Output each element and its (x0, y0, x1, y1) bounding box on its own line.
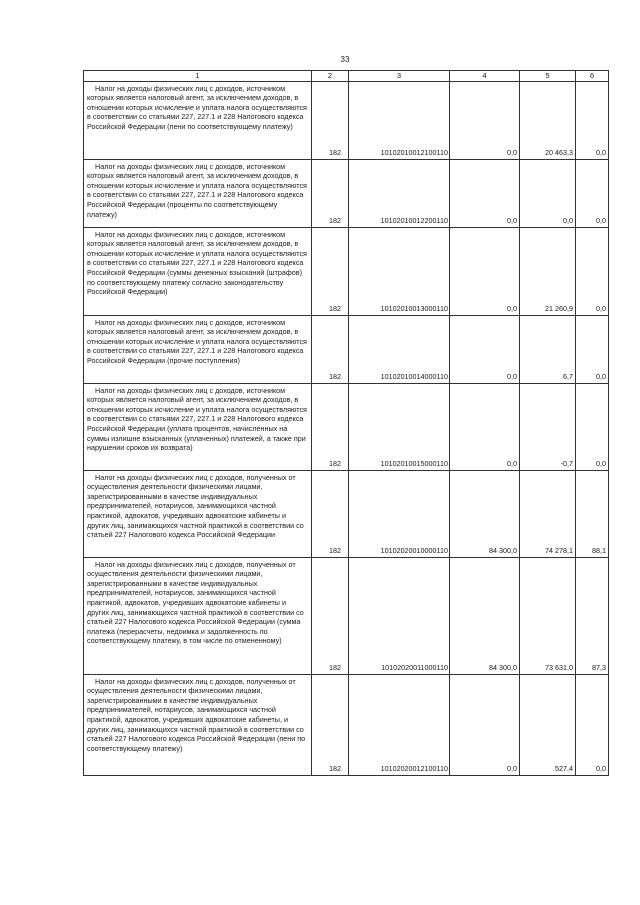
admin-code-cell: 182 (312, 81, 349, 159)
plan-cell: 0,0 (450, 159, 520, 227)
budget-code-cell: 10102020011000110 (349, 557, 450, 674)
actual-cell: 6,7 (520, 315, 576, 383)
table-row (84, 557, 609, 674)
percent-cell: 0,0 (576, 674, 609, 775)
admin-code-cell: 182 (312, 470, 349, 557)
page-number: 33 (340, 55, 350, 64)
table-row (84, 159, 609, 227)
admin-code-cell: 182 (312, 383, 349, 470)
table-row (84, 383, 609, 470)
actual-cell: 20 463,3 (520, 81, 576, 159)
plan-cell: 84 300,0 (450, 557, 520, 674)
column-header: 2 (312, 71, 349, 82)
percent-cell: 0,0 (576, 315, 609, 383)
revenue-table (83, 70, 609, 776)
table-row (84, 470, 609, 557)
table-row (84, 81, 609, 159)
percent-cell: 0,0 (576, 227, 609, 315)
budget-code-cell: 10102010014000110 (349, 315, 450, 383)
plan-cell: 0,0 (450, 227, 520, 315)
percent-cell: 87,3 (576, 557, 609, 674)
budget-code-cell: 10102010012100110 (349, 81, 450, 159)
description-cell: Налог на доходы физических лиц с доходов, полученных от осуществления деятельности физическими лицами, зарегистрированными в качестве индивидуальных предпринимателей, нотариусов, занимающихся частной практикой, адвокатов, учредивших адвокатские кабинеты, и других лиц, занимающихся частной практикой в соответствии со статьей 227 Налогового кодекса Российской Федерации (пени по соответствующему платежу) (84, 674, 312, 775)
table-header-row (84, 71, 609, 82)
percent-cell: 88,1 (576, 470, 609, 557)
description-cell: Налог на доходы физических лиц с доходов, источником которых является налоговый агент, за исключением доходов, в отношении которых исчисление и уплата налога осуществляются в соответствии со статьями 227, 227.1 и 228 Налогового кодекса Российской Федерации (суммы денежных взысканий (штрафов) по соответствующему платежу согласно законодательству Российской Федерации) (84, 227, 312, 315)
description-cell: Налог на доходы физических лиц с доходов, источником которых является налоговый агент, за исключением доходов, в отношении которых исчисление и уплата налога осуществляются в соответствии со статьями 227, 227.1 и 228 Налогового кодекса Российской Федерации (уплата процентов, начисленных на суммы излишне взысканных (уплаченных) платежей, а также при нарушении сроков их возврата) (84, 383, 312, 470)
table-row (84, 227, 609, 315)
actual-cell: -0,7 (520, 383, 576, 470)
column-header: 3 (349, 71, 450, 82)
admin-code-cell: 182 (312, 674, 349, 775)
budget-code-cell: 10102010013000110 (349, 227, 450, 315)
budget-code-cell: 10102020010000110 (349, 470, 450, 557)
description-cell: Налог на доходы физических лиц с доходов, источником которых является налоговый агент, за исключением доходов, в отношении которых исчисление и уплата налога осуществляются в соответствии со статьями 227, 227.1 и 228 Налогового кодекса Российской Федерации (прочие поступления) (84, 315, 312, 383)
admin-code-cell: 182 (312, 227, 349, 315)
percent-cell: 0,0 (576, 159, 609, 227)
column-header: 4 (450, 71, 520, 82)
actual-cell: 21 260,9 (520, 227, 576, 315)
column-header: 1 (84, 71, 312, 82)
admin-code-cell: 182 (312, 557, 349, 674)
plan-cell: 84 300,0 (450, 470, 520, 557)
plan-cell: 0,0 (450, 315, 520, 383)
percent-cell: 0,0 (576, 383, 609, 470)
description-cell: Налог на доходы физических лиц с доходов, полученных от осуществления деятельности физическими лицами, зарегистрированными в качестве индивидуальных предпринимателей, нотариусов, занимающихся частной практикой, адвокатов, учредивших адвокатские кабинеты и других лиц, занимающихся частной практикой в соответствии со статьей 227 Налогового кодекса Российской Федерации (84, 470, 312, 557)
plan-cell: 0,0 (450, 674, 520, 775)
column-header: 6 (576, 71, 609, 82)
actual-cell: 73 631,0 (520, 557, 576, 674)
plan-cell: 0,0 (450, 81, 520, 159)
budget-code-cell: 10102010012200110 (349, 159, 450, 227)
admin-code-cell: 182 (312, 159, 349, 227)
budget-code-cell: 10102020012100110 (349, 674, 450, 775)
description-cell: Налог на доходы физических лиц с доходов, источником которых является налоговый агент, за исключением доходов, в отношении которых исчисление и уплата налога осуществляются в соответствии со статьями 227, 227.1 и 228 Налогового кодекса Российской Федерации (проценты по соответствующему платежу) (84, 159, 312, 227)
actual-cell: 74 278,1 (520, 470, 576, 557)
percent-cell: 0,0 (576, 81, 609, 159)
table-row (84, 315, 609, 383)
budget-code-cell: 10102010015000110 (349, 383, 450, 470)
column-header: 5 (520, 71, 576, 82)
plan-cell: 0,0 (450, 383, 520, 470)
table-row (84, 674, 609, 775)
actual-cell: 527,4 (520, 674, 576, 775)
admin-code-cell: 182 (312, 315, 349, 383)
description-cell: Налог на доходы физических лиц с доходов, полученных от осуществления деятельности физическими лицами, зарегистрированными в качестве индивидуальных предпринимателей, нотариусов, занимающихся частной практикой, адвокатов, учредивших адвокатские кабинеты и других лиц, занимающихся частной практикой в соответствии со статьей 227 Налогового кодекса Российской Федерации (сумма платежа (перерасчеты, недоимка и задолженность по соответствующему платежу, в том числе по отмененному) (84, 557, 312, 674)
description-cell: Налог на доходы физических лиц с доходов, источником которых является налоговый агент, за исключением доходов, в отношении которых исчисление и уплата налога осуществляются в соответствии со статьями 227, 227.1 и 228 Налогового кодекса Российской Федерации (пени по соответствующему платежу) (84, 81, 312, 159)
actual-cell: 0,0 (520, 159, 576, 227)
